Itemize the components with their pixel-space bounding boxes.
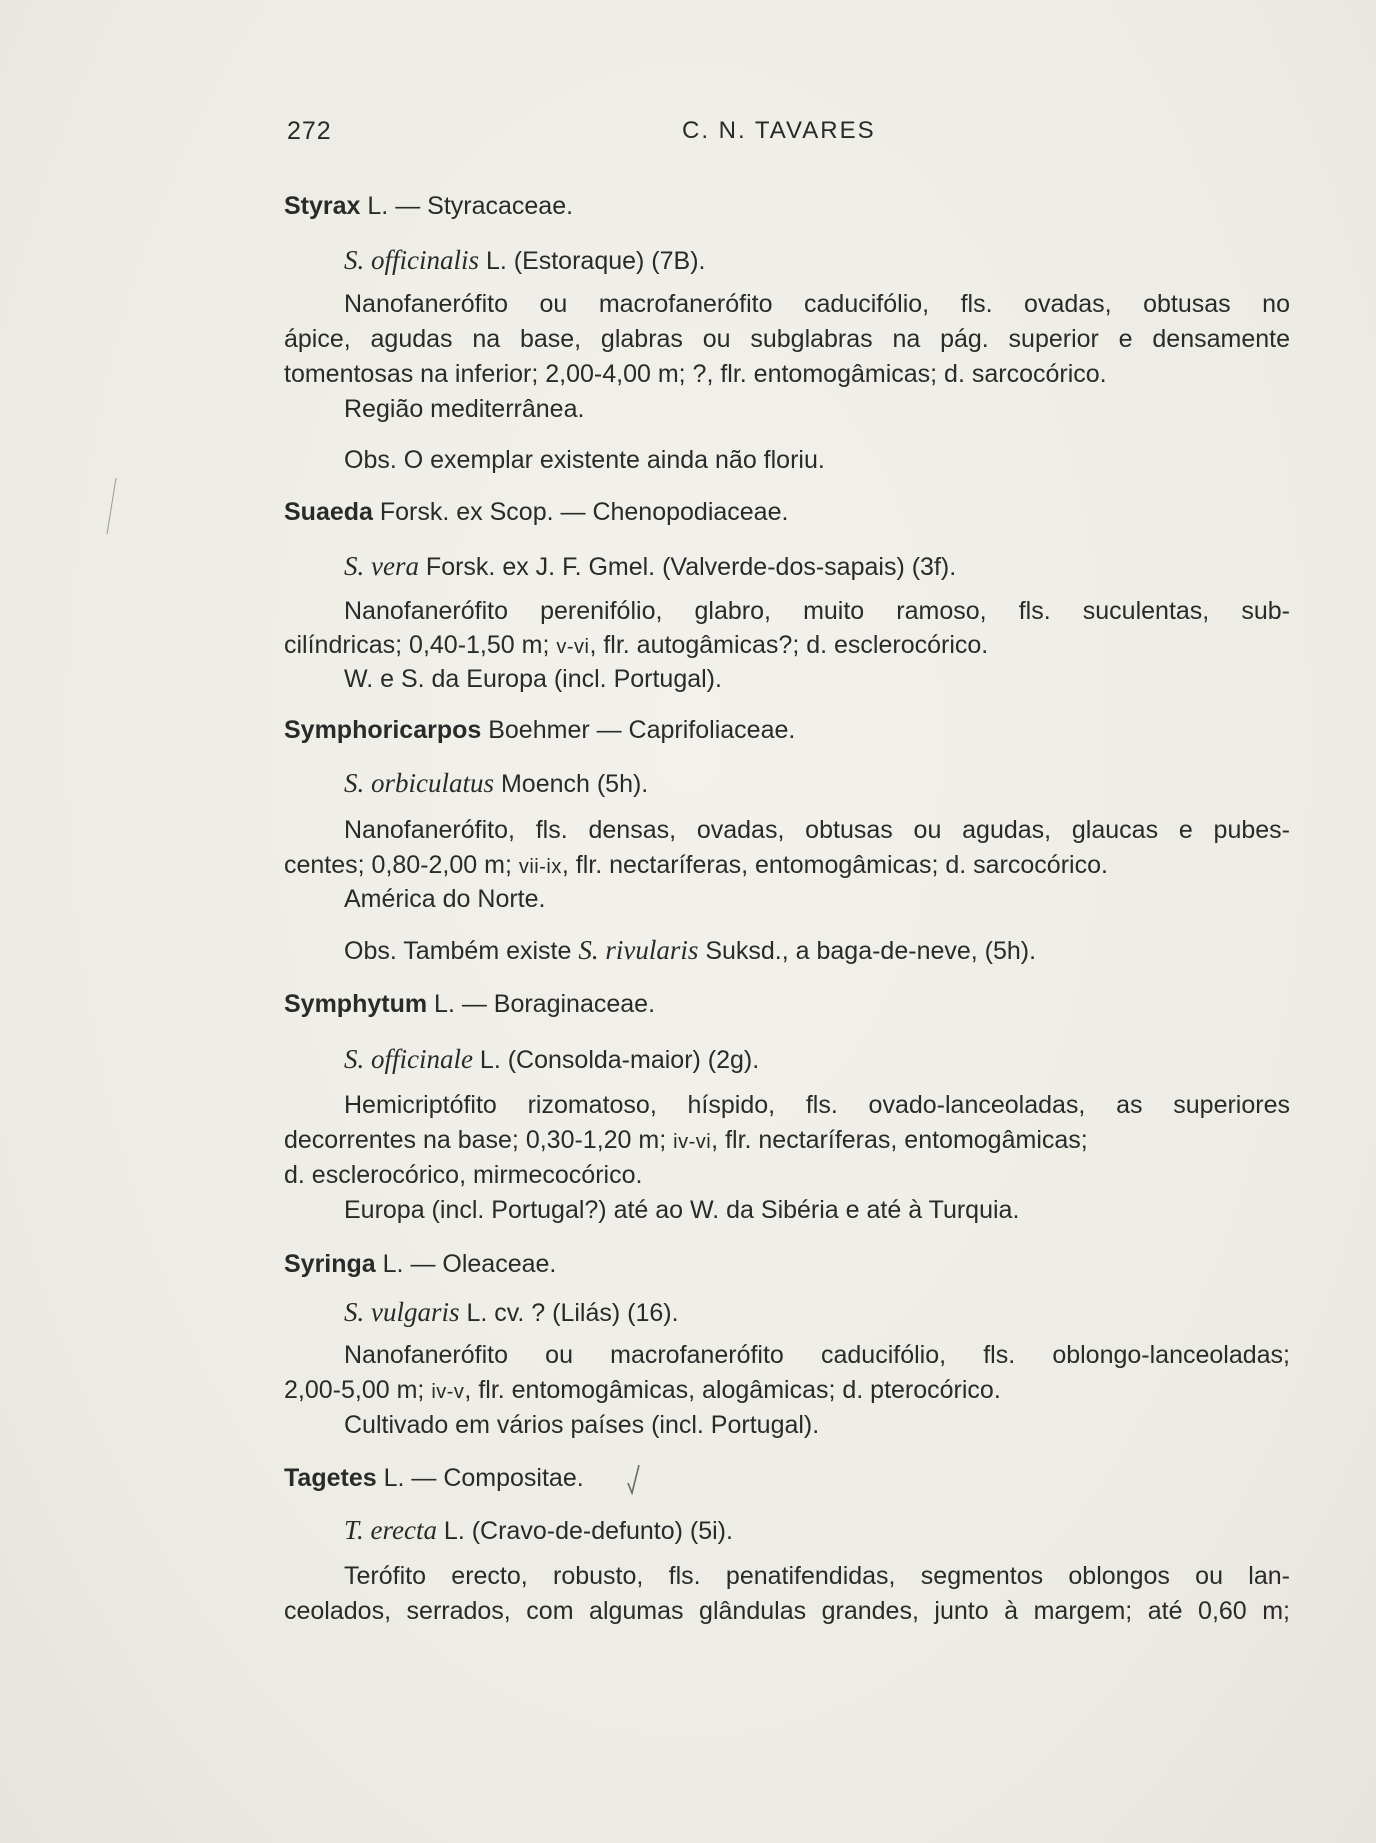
genus-name: Symphoricarpos [284, 716, 482, 744]
distribution-line: W. e S. da Europa (incl. Portugal). [344, 665, 722, 693]
observation-text: Suksd., a baga-de-neve, (5h). [698, 937, 1037, 965]
species-authority: Moench (5h). [494, 770, 649, 798]
margin-mark [104, 476, 120, 544]
genus-heading-tagetes [284, 1463, 584, 1493]
species-name: S. officinalis [344, 245, 479, 275]
genus-name: Tagetes [284, 1464, 377, 1492]
genus-authority: L. — Styracaceae. [360, 192, 574, 220]
description-line: Nanofanerófito ou macrofanerófito caducifólio, fls. ovadas, obtusas no [344, 290, 1290, 318]
genus-name: Symphytum [284, 990, 428, 1018]
description-line [284, 630, 988, 660]
genus-heading-symphytum [284, 989, 655, 1019]
distribution-line: América do Norte. [344, 885, 546, 913]
description-text: , flr. autogâmicas?; d. esclerocórico. [589, 631, 989, 659]
description-line: Hemicriptófito rizomatoso, híspido, fls. ovado-lanceoladas, as superiores [344, 1091, 1290, 1119]
description-text: , flr. nectaríferas, entomogâmicas; [711, 1126, 1088, 1154]
genus-name: Styrax [284, 192, 361, 220]
genus-authority: Boehmer — Caprifoliaceae. [481, 716, 796, 744]
species-authority: L. (Consolda-maior) (2g). [472, 1046, 760, 1074]
species-name: S. officinale [344, 1044, 473, 1074]
genus-heading-styrax [284, 191, 573, 221]
description-text: 2,00-5,00 m; [284, 1376, 432, 1404]
description-line: tomentosas na inferior; 2,00-4,00 m; ?, flr. entomogâmicas; d. sarcocórico. [284, 360, 1107, 388]
genus-authority: L. — Boraginaceae. [427, 990, 656, 1018]
species-name: S. orbiculatus [344, 768, 495, 798]
distribution-line: Europa (incl. Portugal?) até ao W. da Sibéria e até à Turquia. [344, 1196, 1020, 1224]
genus-name: Suaeda [284, 498, 373, 526]
distribution-line: Região mediterrânea. [344, 395, 585, 423]
species-heading-styrax-officinalis [344, 245, 705, 275]
description-line: Nanofanerófito perenifólio, glabro, muito ramoso, fls. suculentas, sub- [344, 597, 1290, 625]
distribution-line: Cultivado em vários países (incl. Portugal). [344, 1411, 820, 1439]
species-name: S. vulgaris [344, 1297, 460, 1327]
species-authority: L. (Estoraque) (7B). [479, 247, 706, 275]
description-line: ceolados, serrados, com algumas glândulas grandes, junto à margem; até 0,60 m; [284, 1597, 1290, 1625]
species-heading-tagetes-erecta [344, 1515, 733, 1545]
genus-heading-syringa [284, 1249, 556, 1279]
genus-name: Syringa [284, 1250, 376, 1278]
page-header [287, 117, 1376, 157]
genus-heading-suaeda [284, 497, 788, 527]
species-authority: L. cv. ? (Lilás) (16). [459, 1299, 679, 1327]
genus-authority: L. — Compositae. [376, 1464, 584, 1492]
description-text: , flr. entomogâmicas, alogâmicas; d. pterocórico. [464, 1376, 1001, 1404]
species-authority: L. (Cravo-de-defunto) (5i). [436, 1517, 733, 1545]
description-text: decorrentes na base; 0,30-1,20 m; [284, 1126, 674, 1154]
flowering-period: vii-ix [518, 856, 562, 878]
description-line [284, 1125, 1088, 1155]
species-heading-syringa-vulgaris [344, 1297, 679, 1327]
description-line [284, 850, 1108, 880]
genus-authority: Forsk. ex Scop. — Chenopodiaceae. [372, 498, 789, 526]
species-authority: Forsk. ex J. F. Gmel. (Valverde-dos-sapais) (3f). [418, 553, 957, 581]
description-line: ápice, agudas na base, glabras ou subglabras na pág. superior e densamente [284, 325, 1290, 353]
description-line: Terófito erecto, robusto, fls. penatifendidas, segmentos oblongos ou lan- [344, 1562, 1290, 1590]
species-name: S. vera [344, 551, 419, 581]
page-number: 272 [287, 117, 332, 145]
genus-heading-symphoricarpos [284, 715, 795, 745]
running-head: C. N. TAVARES [682, 117, 876, 144]
species-heading-symphytum-officinale [344, 1044, 759, 1074]
species-heading-suaeda-vera [344, 551, 956, 581]
flowering-period: v-vi [556, 636, 590, 658]
species-name: T. erecta [344, 1515, 437, 1545]
observation-line: Obs. O exemplar existente ainda não floriu. [344, 446, 825, 474]
observation-line [344, 935, 1036, 965]
description-line: Nanofanerófito ou macrofanerófito caducifólio, fls. oblongo-lanceoladas; [344, 1341, 1290, 1369]
species-heading-symphoricarpos-orbiculatus [344, 768, 648, 798]
flowering-period: iv-vi [673, 1131, 712, 1153]
genus-authority: L. — Oleaceae. [375, 1250, 557, 1278]
flowering-period: iv-v [431, 1381, 465, 1403]
species-name: S. rivularis [578, 935, 699, 965]
description-line [284, 1375, 1001, 1405]
description-line: Nanofanerófito, fls. densas, ovadas, obtusas ou agudas, glaucas e pubes- [344, 816, 1290, 844]
checkmark-annotation [627, 1463, 641, 1503]
description-line: d. esclerocórico, mirmecocórico. [284, 1161, 643, 1189]
description-text: , flr. nectaríferas, entomogâmicas; d. sarcocórico. [561, 851, 1108, 879]
description-text: centes; 0,80-2,00 m; [284, 851, 519, 879]
observation-text: Obs. Também existe [344, 937, 579, 965]
description-text: cilíndricas; 0,40-1,50 m; [284, 631, 557, 659]
